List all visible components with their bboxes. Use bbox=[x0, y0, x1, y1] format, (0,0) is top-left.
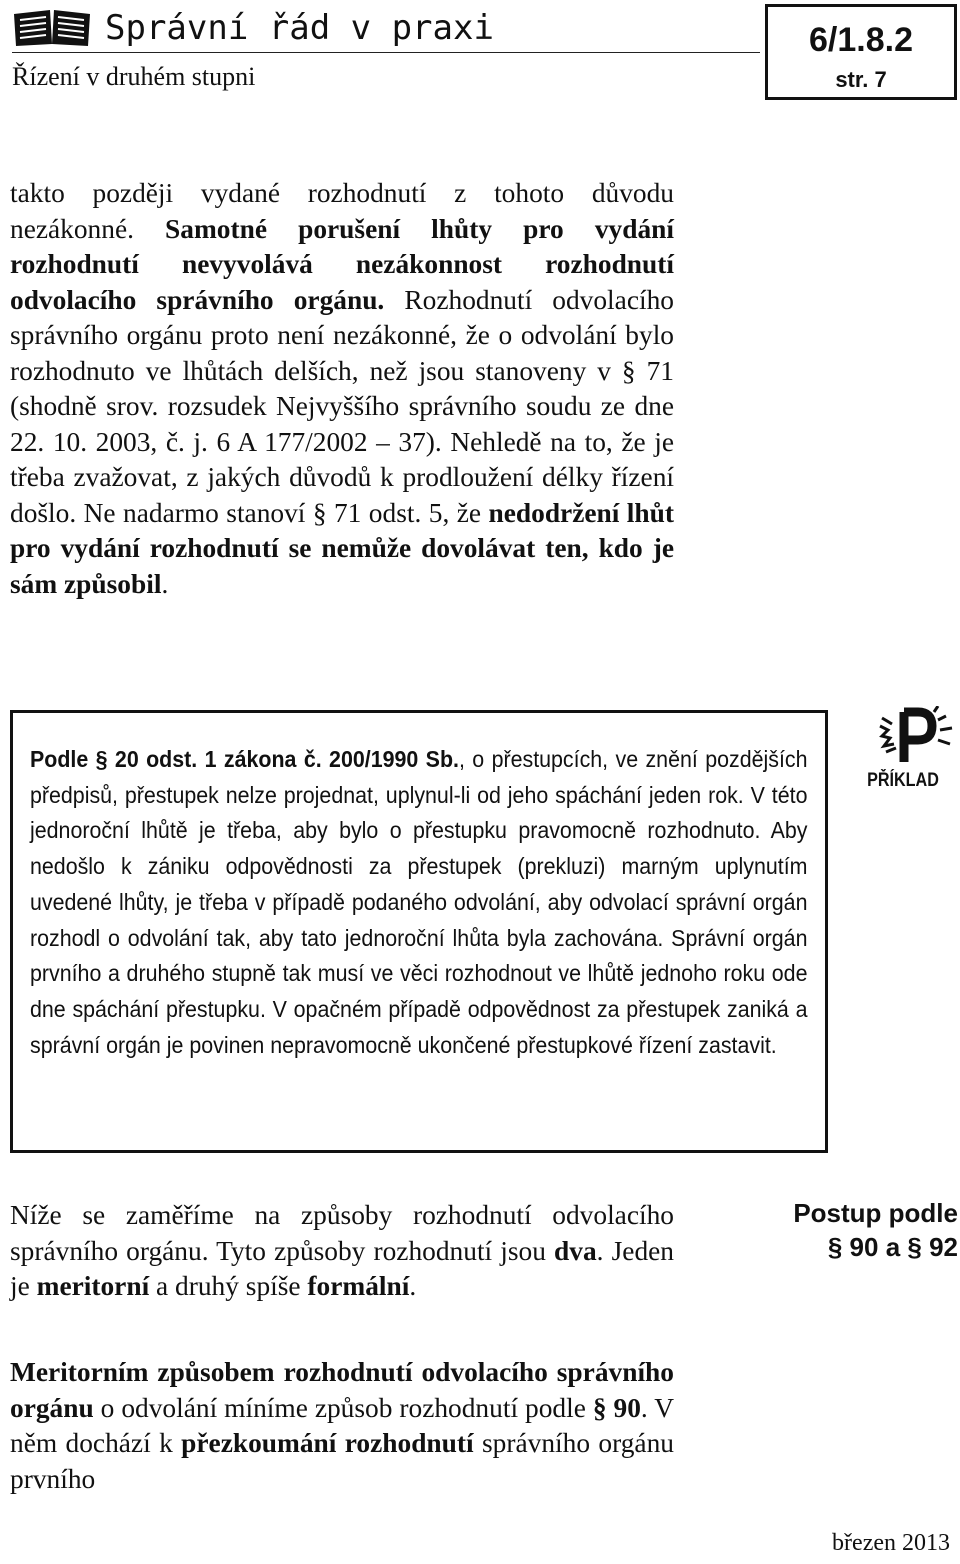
text-run: , o přestupcích, ve znění pozdějších předpisů, přestupek nelze projednat, uplynul-li od jeho spáchání jeden rok. V této jednoroční lhůtě je třeba, aby bylo o přestupku pravomocně rozhodnuto. Aby nedošlo k zániku odpovědnosti za přestupek (prekluzi) marným uplynutím uvedené lhůty, je třeba v případě podaného odvolání, aby odvolací správní orgán rozhodl o odvolání tak, aby tato jednoroční lhůta byla zachována. Správní orgán prvního a druhého stupně tak musí ve věci rozhodnout ve lhůtě jednoho roku ode dne spáchání přestupku. V opačném případě odpovědnost za přestupek zaniká a správní orgán je povinen nepravomocně ukončené přestupkové řízení zastavit. bbox=[30, 746, 808, 1058]
footer-date: březen 2013 bbox=[832, 1530, 950, 1556]
text-run: . Jeden je bbox=[10, 1235, 674, 1301]
text-run: takto později vydané rozhodnutí z tohoto důvodu nezákonné. bbox=[10, 178, 674, 244]
header-rule bbox=[12, 52, 760, 53]
paragraph-2 bbox=[10, 1198, 674, 1305]
margin-note bbox=[700, 1196, 958, 1264]
example-text bbox=[30, 742, 807, 1063]
text-run: správního orgánu prvního bbox=[10, 1428, 674, 1494]
bold-run: meritorní bbox=[36, 1271, 150, 1301]
margin-note-line-2: § 90 a § 92 bbox=[827, 1232, 958, 1262]
book-icon bbox=[12, 6, 92, 48]
text-run: Níže se zaměříme na způsoby rozhodnutí odvolacího správního orgánu. Tyto způsoby rozhodnutí jsou bbox=[10, 1200, 674, 1266]
margin-note-line-1: Postup podle bbox=[793, 1198, 958, 1228]
text-run: . bbox=[161, 568, 169, 599]
text-run: a druhý spíše bbox=[149, 1271, 308, 1301]
page-number: str. 7 bbox=[835, 67, 887, 92]
bold-run: dva bbox=[554, 1235, 597, 1266]
text-run: o odvolání míníme způsob rozhodnutí podle bbox=[93, 1392, 593, 1423]
book-title: Správní řád v praxi bbox=[105, 8, 494, 48]
bold-run: § 90 bbox=[592, 1392, 641, 1423]
bold-run: formální bbox=[307, 1271, 410, 1301]
bold-run: Meritorním způsobem rozhodnutí odvolacího správního orgánu bbox=[10, 1357, 674, 1423]
bold-run: nedodržení lhůt pro vydání rozhodnutí se nemůže dovolávat ten, kdo je sám způsobil bbox=[10, 497, 675, 599]
example-burst-icon bbox=[872, 706, 956, 766]
section-badge bbox=[765, 4, 957, 100]
bold-run: přezkoumání rozhodnutí bbox=[181, 1428, 474, 1458]
paragraph-1 bbox=[10, 176, 674, 602]
chapter-subtitle: Řízení v druhém stupni bbox=[12, 62, 256, 91]
example-label: PŘÍKLAD bbox=[867, 770, 939, 791]
bold-run: Samotné porušení lhůty pro vydání rozhodnutí nevyvolává nezákonnost rozhodnutí odvolacího správního orgánu. bbox=[10, 213, 674, 315]
text-run: . V něm dochází k bbox=[10, 1392, 675, 1458]
bold-run: Podle § 20 odst. 1 zákona č. 200/1990 Sb. bbox=[30, 746, 459, 772]
text-run: . bbox=[409, 1271, 417, 1301]
text-run: Rozhodnutí odvolacího správního orgánu proto není nezákonné, že o odvolání bylo rozhodnuto ve lhůtách delších, než jsou stanoveny v § 71 (shodně srov. rozsudek Nejvyššího správního soudu ze dne 22. 10. 2003, č. j. 6 A 177/2002 – 37). Nehledě na to, že je třeba zvažovat, z jakých důvodů k prodloužení délky řízení došlo. Ne nadarmo stanoví § 71 odst. 5, že bbox=[10, 284, 674, 528]
section-code: 6/1.8.2 bbox=[809, 21, 913, 59]
paragraph-3 bbox=[10, 1355, 674, 1497]
